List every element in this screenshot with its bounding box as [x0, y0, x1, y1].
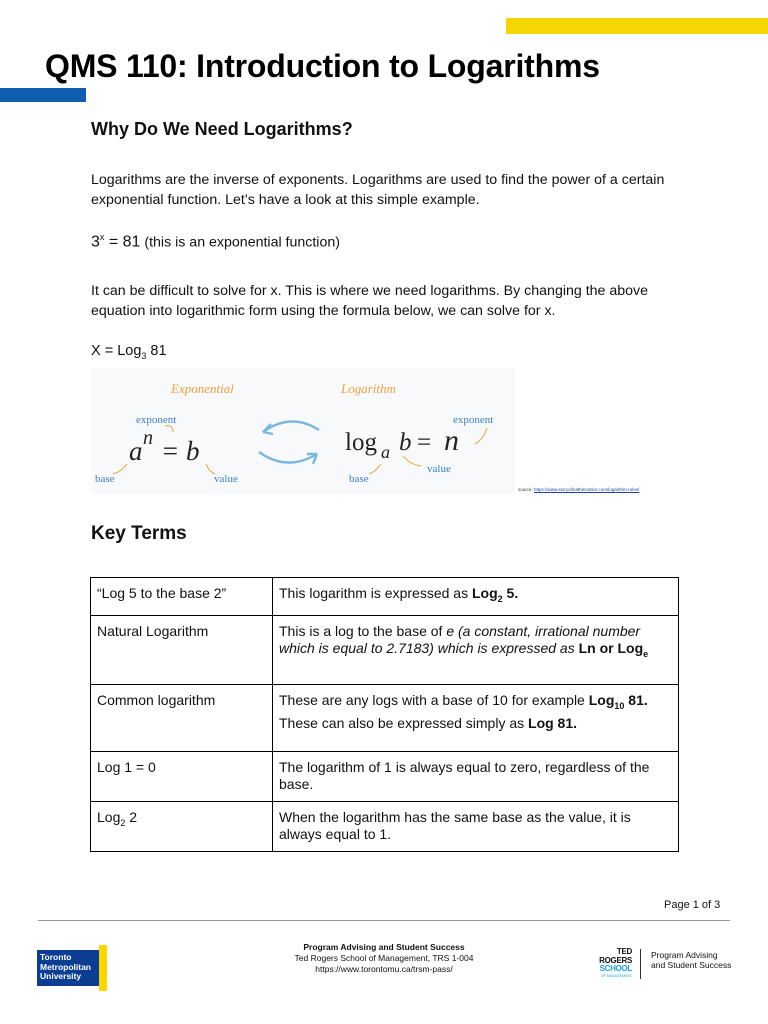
equation-exponent: x: [99, 232, 105, 242]
trs-unit-line-1: Program Advising: [651, 950, 718, 960]
arrow-value-right-icon: [403, 456, 421, 466]
figure-annotation-base-right: base: [349, 473, 369, 485]
term-cell: [91, 801, 273, 851]
definition-cell: The logarithm of 1 is always equal to zero, regardless of the base.: [273, 751, 679, 801]
term-cell: Common logarithm: [91, 684, 273, 751]
table-row: [91, 801, 679, 851]
trs-line-4: OF MANAGEMENT: [601, 973, 632, 978]
definition-cell: [273, 615, 679, 684]
figure-source-link[interactable]: https://www.storyofmathematics.com/logarithm-rules/: [534, 487, 640, 492]
definition-cell: When the logarithm has the same base as the value, it is always equal to 1.: [273, 801, 679, 851]
def-text: This logarithm is expressed as: [279, 585, 472, 601]
section-heading-why: Why Do We Need Logarithms?: [91, 119, 353, 139]
def-text-2: These can also be expressed simply as: [279, 714, 529, 731]
table-row: [91, 684, 679, 751]
figure-annotation-base-left: base: [95, 473, 115, 485]
def-bold-text: Ln or Log: [578, 639, 644, 656]
definition-cell: [273, 578, 679, 616]
def-bold: [471, 585, 519, 604]
figure-annotation-exponent-left: exponent: [136, 414, 177, 426]
exponential-equation: [91, 232, 340, 251]
def-subscript: 2: [497, 593, 503, 604]
trs-logo: [590, 948, 632, 984]
tmu-logo-accent: [99, 945, 107, 991]
footer-unit-title: Program Advising and Student Success: [303, 942, 465, 952]
figure-exponential-label: Exponential: [171, 381, 234, 396]
tmu-logo-text: [40, 953, 91, 982]
footer-contact: [260, 942, 508, 975]
def-bold: [578, 639, 649, 659]
term-subscript: 2: [120, 817, 126, 828]
trs-unit-line-2: and Student Success: [651, 960, 732, 970]
def-bold-2: Log 81.: [528, 714, 578, 731]
def-text: This is a log to the base of: [279, 622, 447, 639]
tmu-logo: [37, 950, 107, 986]
header-yellow-accent-bar: [506, 18, 768, 34]
term-cell: Log 1 = 0: [91, 751, 273, 801]
arrow-top-icon: [263, 421, 319, 432]
def-bold-log: Log: [471, 585, 498, 601]
trs-line-2: ROGERS: [599, 955, 632, 965]
def-subscript: 10: [614, 700, 625, 711]
def-bold-log: Log: [588, 691, 615, 708]
arrow-exponent-left-icon: [165, 426, 173, 432]
explanation-paragraph: It can be difficult to solve for x. This is where we need logarithms. By changing the above equation into logarithmic form using the formula below, we can solve for x.: [91, 283, 649, 319]
def-text: These are any logs with a base of 10 for example: [279, 691, 589, 708]
figure-log-a: a: [381, 442, 390, 462]
footer-url[interactable]: https://www.torontomu.ca/trsm-pass/: [315, 964, 453, 974]
tmu-line-3: University: [40, 971, 82, 981]
logarithmic-equation: [91, 343, 167, 361]
figure-annotation-value-left: value: [214, 473, 238, 485]
equation-base: 3: [91, 233, 100, 251]
page-number: Page 1 of 3: [664, 899, 721, 911]
figure-source: [518, 487, 639, 492]
def-subscript: e: [643, 648, 649, 659]
figure-exp-a: a: [129, 436, 143, 466]
intro-paragraph: Logarithms are the inverse of exponents. Logarithms are used to find the power of a certain exponential function. Let’s have a look at this simple example.: [91, 172, 665, 208]
figure-log-b: b: [399, 429, 412, 456]
footer-address: Ted Rogers School of Management, TRS 1-004: [294, 953, 474, 963]
figure-annotation-value-right: value: [427, 463, 451, 475]
figure-svg: [91, 368, 515, 494]
table-row: [91, 615, 679, 684]
footer-divider: [38, 920, 730, 921]
exponential-logarithm-figure: [91, 368, 515, 494]
arrow-exponent-right-icon: [475, 428, 487, 444]
log-eq-base: 3: [141, 350, 147, 361]
log-eq-value: 81: [146, 343, 167, 359]
arrow-base-right-icon: [369, 464, 381, 474]
header-blue-accent-bar: [0, 88, 86, 102]
page-title: QMS 110: Introduction to Logarithms: [45, 48, 600, 84]
def-bold: [588, 691, 648, 711]
equation-note: (this is an exponential function): [140, 234, 340, 251]
table-row: [91, 751, 679, 801]
def-bold-value: 81.: [624, 691, 648, 708]
trs-line-3: SCHOOL: [599, 964, 632, 973]
term-cell: Natural Logarithm: [91, 615, 273, 684]
figure-logarithm-label: Logarithm: [341, 381, 396, 396]
term-cell: “Log 5 to the base 2”: [91, 578, 273, 616]
equation-rhs: = 81: [104, 233, 141, 251]
figure-exp-n: n: [143, 427, 153, 449]
trs-unit-name: [651, 950, 731, 970]
figure-log-eq: =: [417, 429, 432, 456]
tmu-line-2: Metropolitan: [40, 961, 91, 972]
definition-cell: [273, 684, 679, 751]
key-terms-table: [90, 577, 679, 852]
figure-log-n: n: [444, 424, 459, 457]
trs-line-1: TED: [616, 947, 632, 956]
def-bold-value: 5.: [502, 585, 519, 601]
trs-logo-divider: [640, 949, 641, 979]
log-eq-prefix: X = Log: [91, 343, 142, 359]
term-value: 2: [125, 808, 138, 825]
figure-annotation-exponent-right: exponent: [453, 414, 494, 426]
figure-log-word: log: [345, 429, 377, 456]
def-italic: e (a constant, irrational number which is equal to 2.7183) which is expressed as: [279, 622, 641, 656]
arrow-base-left-icon: [113, 464, 127, 474]
figure-exp-eq: = b: [161, 436, 200, 466]
term-log: Log: [97, 808, 121, 825]
tmu-line-1: Toronto: [40, 952, 72, 962]
figure-source-prefix: source:: [518, 487, 535, 492]
section-heading-key-terms: Key Terms: [91, 523, 187, 544]
table-row: [91, 578, 679, 616]
